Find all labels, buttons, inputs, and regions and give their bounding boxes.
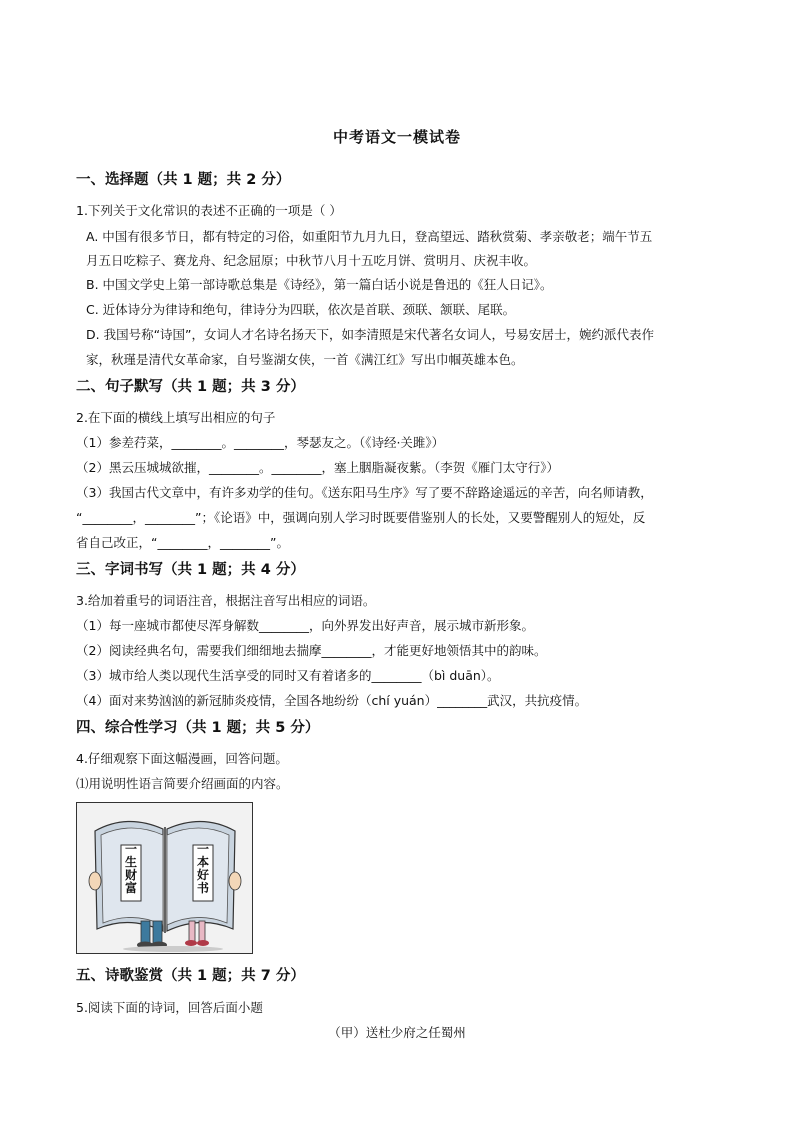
q5-stem: 5.阅读下面的诗词，回答后面小题 xyxy=(76,1000,263,1015)
section-heading-2: 二、句子默写（共 1 题；共 3 分） xyxy=(76,379,305,395)
section-heading-5: 五、诗歌鉴赏（共 1 题；共 7 分） xyxy=(76,968,305,984)
q1-stem: 1.下列关于文化常识的表述不正确的一项是（ ） xyxy=(76,203,342,218)
q2-line-4: “________，________”；《论语》中，强调向别人学习时既要借鉴别人的长处，又要警醒别人的短处，反 xyxy=(76,510,646,525)
q2-line-2: （2）黑云压城城欲摧，________。________，塞上胭脂凝夜紫。（李贺《雁门太守行》） xyxy=(76,460,559,475)
q3-stem: 3.给加着重号的词语注音，根据注音写出相应的词语。 xyxy=(76,593,376,608)
q1-option-d: D. 我国号称“诗国”，女词人才名诗名扬天下，如李清照是宋代著名女词人，号易安居士，婉约派代表作 xyxy=(86,327,655,342)
cartoon-label-char: 富 xyxy=(124,881,138,895)
page-title: 中考语文一模试卷 xyxy=(332,128,461,146)
q4-stem: 4.仔细观察下面这幅漫画，回答问题。 xyxy=(76,751,288,766)
cartoon-image xyxy=(76,802,253,954)
q3-line-1: （1）每一座城市都使尽浑身解数________，向外界发出好声音，展示城市新形象。 xyxy=(76,618,534,633)
q3-line-2: （2）阅读经典名句，需要我们细细地去揣摩________，才能更好地领悟其中的韵味。 xyxy=(76,643,547,658)
q2-line-1: （1）参差荇菜，________。________，琴瑟友之。（《诗经·关雎》） xyxy=(76,435,445,450)
q2-line-3: （3）我国古代文章中，有许多劝学的佳句。《送东阳马生序》写了要不辞路途遥远的辛苦，向名师请教， xyxy=(76,485,653,500)
cartoon-label-char: 生 xyxy=(124,855,138,869)
q1-option-d-cont: 家，秋瑾是清代女革命家，自号鉴湖女侠，一首《满江红》写出巾帼英雄本色。 xyxy=(86,352,524,367)
q2-line-5: 省自己改正，“________，________”。 xyxy=(76,535,289,550)
cartoon-left-label xyxy=(125,842,137,895)
cartoon-label-char: 一 xyxy=(124,842,138,856)
cartoon-label-char: 一 xyxy=(196,842,210,856)
cartoon-label-char: 本 xyxy=(196,855,210,869)
poem-title: （甲）送杜少府之任蜀州 xyxy=(328,1025,466,1040)
q3-line-4: （4）面对来势汹汹的新冠肺炎疫情，全国各地纷纷（chí yuán）________武汉，共抗疫情。 xyxy=(76,693,588,708)
q1-option-b: B. 中国文学史上第一部诗歌总集是《诗经》，第一篇白话小说是鲁迅的《狂人日记》。 xyxy=(86,277,553,292)
q4-subquestion: ⑴用说明性语言简要介绍画面的内容。 xyxy=(76,776,289,791)
section-heading-1: 一、选择题（共 1 题；共 2 分） xyxy=(76,172,291,188)
cartoon-label-char: 好 xyxy=(196,868,210,882)
cartoon-label-char: 财 xyxy=(124,868,138,882)
q1-option-a-cont: 月五日吃粽子、赛龙舟、纪念屈原；中秋节八月十五吃月饼、赏明月、庆祝丰收。 xyxy=(86,253,537,268)
q3-line-3: （3）城市给人类以现代生活享受的同时又有着诸多的________（bì duān）。 xyxy=(76,668,500,683)
cartoon-right-label xyxy=(196,842,209,895)
cartoon-label-char: 书 xyxy=(196,881,210,895)
q2-stem: 2.在下面的横线上填写出相应的句子 xyxy=(76,410,276,425)
q1-option-c: C. 近体诗分为律诗和绝句，律诗分为四联，依次是首联、颈联、颔联、尾联。 xyxy=(86,302,516,317)
section-heading-3: 三、字词书写（共 1 题；共 4 分） xyxy=(76,562,305,578)
q1-option-a: A. 中国有很多节日，都有特定的习俗，如重阳节九月九日，登高望远、踏秋赏菊、孝亲敬老；端午节五 xyxy=(86,229,653,244)
section-heading-4: 四、综合性学习（共 1 题；共 5 分） xyxy=(76,720,320,736)
cartoon-illustration xyxy=(77,803,252,953)
